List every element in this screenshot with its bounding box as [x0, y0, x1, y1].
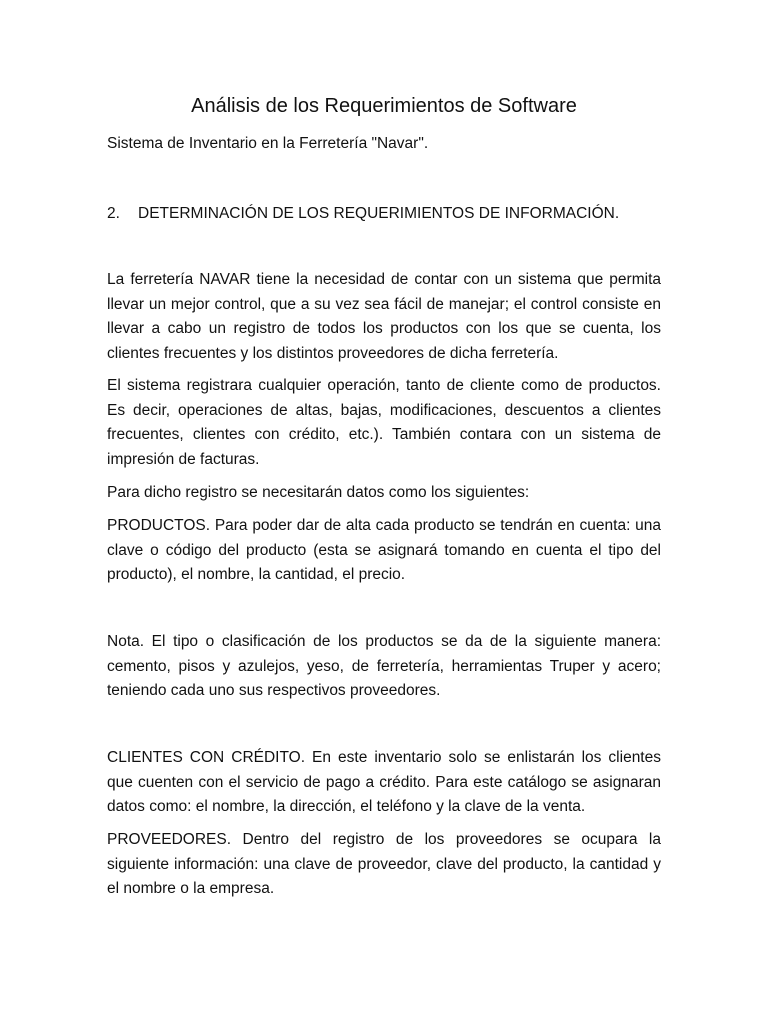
paragraph-credit-clients: CLIENTES CON CRÉDITO. En este inventario solo se enlistarán los clientes que cuenten con el servicio de pago a crédito. Para este catálogo se asignaran datos como: el nombre, la dirección, el teléfono y la clave de la venta. [107, 749, 661, 816]
paragraph-data-intro: Para dicho registro se necesitarán datos como los siguientes: [107, 484, 530, 501]
document-subtitle: Sistema de Inventario en la Ferretería "Navar". [107, 135, 429, 152]
paragraph-system: El sistema registrara cualquier operación, tanto de cliente como de productos. Es decir, operaciones de altas, bajas, modificaciones, descuentos a clientes frecuentes, clientes con crédito, etc.). También contara con un sistema de impresión de facturas. [107, 377, 661, 468]
paragraph-note: Nota. El tipo o clasificación de los productos se da de la siguiente manera: cemento, pisos y azulejos, yeso, de ferretería, herramientas Truper y acero; teniendo cada uno sus respectivos proveedores. [107, 633, 661, 700]
section-heading [107, 202, 661, 227]
section-number: 2. [107, 205, 120, 222]
section-heading-text: DETERMINACIÓN DE LOS REQUERIMIENTOS DE INFORMACIÓN. [138, 205, 620, 222]
document-title: Análisis de los Requerimientos de Software [191, 95, 577, 117]
paragraph-intro: La ferretería NAVAR tiene la necesidad de contar con un sistema que permita llevar un mejor control, que a su vez sea fácil de manejar; el control consiste en llevar a cabo un registro de todos los productos con los que se cuenta, los clientes frecuentes y los distintos proveedores de dicha ferretería. [107, 271, 661, 362]
paragraph-suppliers: PROVEEDORES. Dentro del registro de los proveedores se ocupara la siguiente información: una clave de proveedor, clave del producto, la cantidad y el nombre o la empresa. [107, 831, 661, 898]
paragraph-products: PRODUCTOS. Para poder dar de alta cada producto se tendrán en cuenta: una clave o código del producto (esta se asignará tomando en cuenta el tipo del producto), el nombre, la cantidad, el precio. [107, 517, 661, 584]
